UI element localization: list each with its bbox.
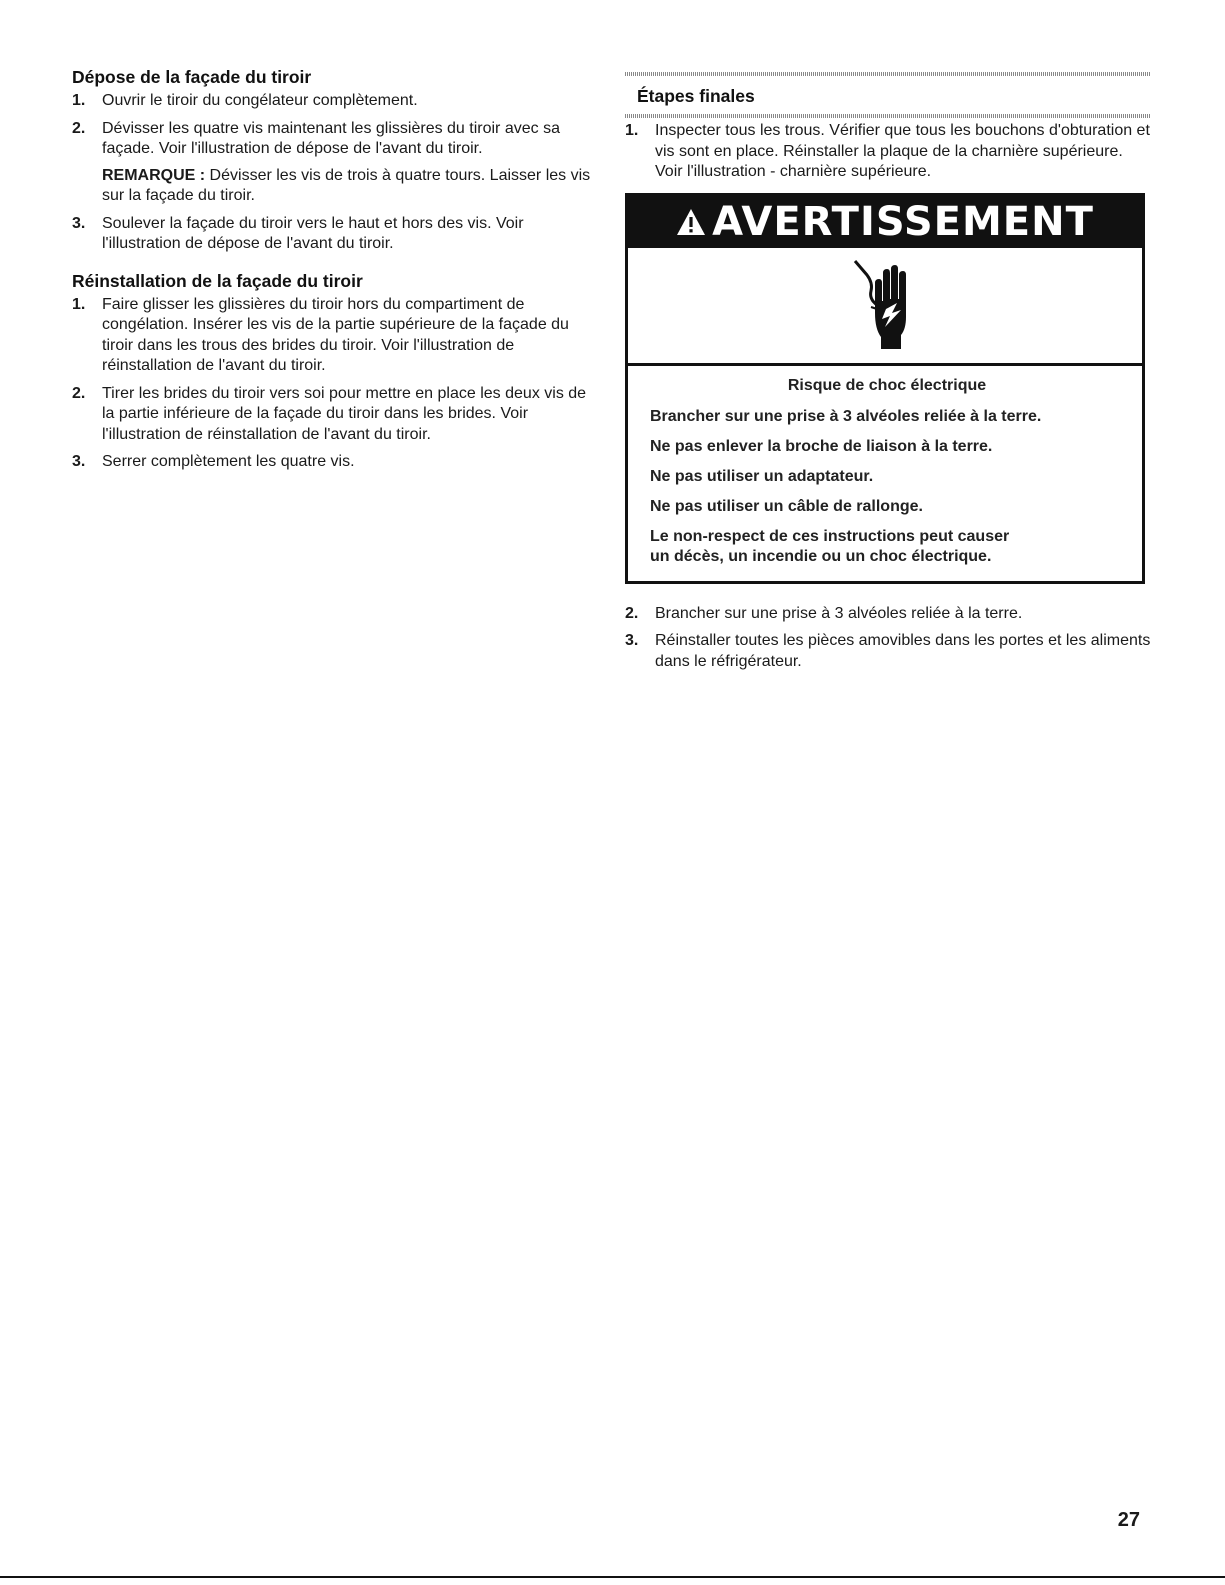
section-reinstallation [72, 270, 592, 473]
step-number: 2. [72, 119, 86, 137]
list-item [72, 384, 592, 446]
electric-shock-hand-icon [845, 255, 925, 355]
step-number: 3. [72, 214, 86, 232]
list-item [72, 119, 592, 207]
warning-consequence [650, 527, 1124, 567]
list-item [72, 295, 592, 377]
warning-consequence-line-2: un décès, un incendie ou un choc électrique. [650, 547, 992, 565]
list-item [72, 214, 592, 255]
warning-consequence-line-1: Le non-respect de ces instructions peut causer [650, 527, 1010, 545]
step-text: Tirer les brides du tiroir vers soi pour mettre en place les deux vis de la partie inférieure de la façade du tiroir dans les brides. Voir l'illustration de réinstallation de l'avant du tiroir. [102, 384, 587, 443]
step-number: 1. [72, 92, 86, 109]
warning-triangle-icon [676, 208, 706, 236]
list-item [72, 91, 592, 112]
steps-list [72, 91, 592, 255]
step-number: 3. [625, 632, 639, 649]
warning-heading: AVERTISSEMENT [712, 198, 1094, 245]
section-title: Étapes finales [637, 86, 755, 106]
note-text: Dévisser les vis de trois à quatre tours. Laisser les vis sur la façade du tiroir. [102, 166, 591, 204]
steps-list [625, 121, 1151, 183]
warning-line: Brancher sur une prise à 3 alvéoles reliée à la terre. [650, 407, 1042, 425]
steps-list [625, 604, 1151, 673]
step-text: Dévisser les quatre vis maintenant les glissières du tiroir avec sa façade. Voir l'illustration de dépose de l'avant du tiroir. [102, 119, 560, 157]
warning-box [625, 193, 1145, 584]
step-text: Inspecter tous les trous. Vérifier que tous les bouchons d'obturation et vis sont en place. Réinstaller la plaque de la charnière supérieure. Voir l'illustration - charnière supérieure. [655, 122, 1150, 180]
right-column [625, 72, 1151, 679]
section-title: Dépose de la façade du tiroir [72, 67, 312, 87]
step-text: Ouvrir le tiroir du congélateur complètement. [102, 92, 418, 109]
section-title: Réinstallation de la façade du tiroir [72, 270, 363, 291]
step-text: Soulever la façade du tiroir vers le haut et hors des vis. Voir l'illustration de dépose de l'avant du tiroir. [102, 214, 524, 252]
list-item [625, 121, 1151, 183]
list-item [625, 631, 1151, 672]
warning-line: Ne pas enlever la broche de liaison à la terre. [650, 437, 993, 455]
step-text: Brancher sur une prise à 3 alvéoles reliée à la terre. [655, 604, 1023, 622]
warning-pictogram [628, 248, 1142, 366]
note [102, 166, 592, 207]
step-number: 2. [625, 604, 639, 622]
section-depose [72, 66, 592, 255]
warning-risk: Risque de choc électrique [787, 376, 987, 394]
step-number: 1. [72, 295, 86, 313]
divider [625, 114, 1151, 118]
step-text: Serrer complètement les quatre vis. [102, 453, 355, 470]
step-number: 3. [72, 453, 86, 470]
warning-header [628, 196, 1142, 248]
steps-list [72, 295, 592, 473]
list-item [625, 604, 1151, 625]
bottom-rule [0, 1576, 1225, 1578]
page-number: 27 [1117, 1509, 1140, 1531]
step-text: Faire glisser les glissières du tiroir hors du compartiment de congélation. Insérer les vis de la partie supérieure de la façade du tiroir dans les trous des brides du tiroir. Voir l'illustration de réinstallation de l'avant du tiroir. [102, 295, 569, 374]
note-label: REMARQUE : [102, 166, 206, 184]
list-item [72, 452, 592, 473]
warning-text [628, 366, 1142, 581]
step-text: Réinstaller toutes les pièces amovibles dans les portes et les aliments dans le réfrigérateur. [655, 632, 1151, 670]
warning-line: Ne pas utiliser un câble de rallonge. [650, 497, 923, 515]
left-column [72, 66, 592, 488]
warning-line: Ne pas utiliser un adaptateur. [650, 467, 874, 485]
step-number: 1. [625, 122, 639, 139]
step-number: 2. [72, 384, 86, 402]
